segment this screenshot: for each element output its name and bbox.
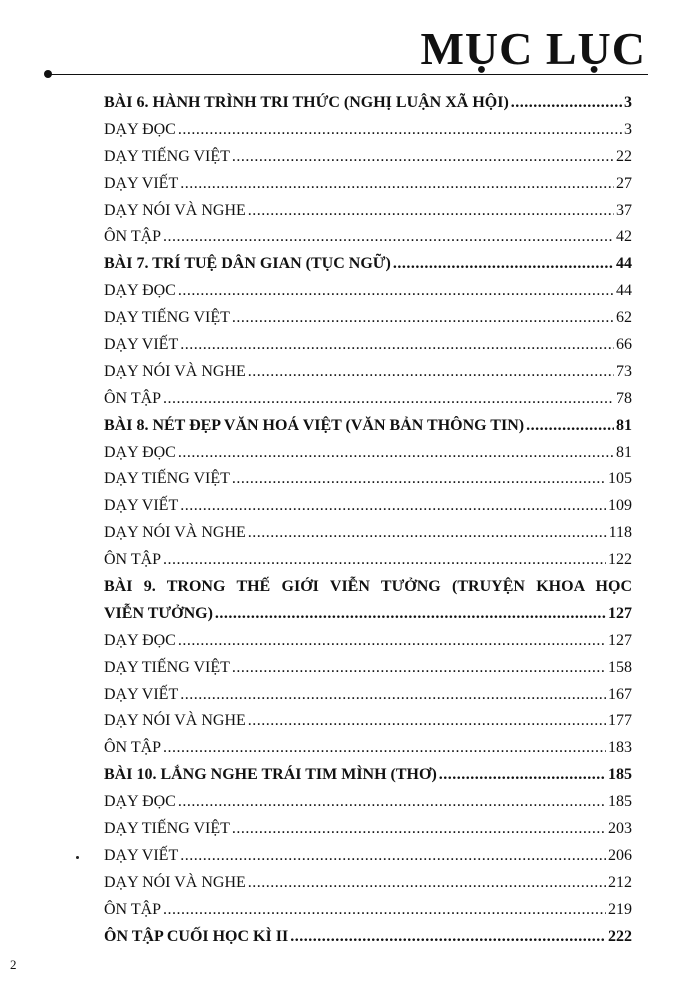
toc-chapter-entry [104, 94, 632, 121]
toc-section-entry [104, 874, 632, 901]
toc-entry-label: DẠY VIẾT [104, 846, 179, 864]
toc-entry-page-number: 203 [608, 820, 632, 838]
toc-section-entry [104, 175, 632, 202]
toc-dot-leader [178, 121, 622, 139]
toc-entry-page-number: 167 [608, 685, 632, 703]
toc-section-entry [104, 847, 632, 874]
toc-dot-leader [163, 390, 614, 408]
toc-section-entry [104, 309, 632, 336]
toc-entry-page-number: 3 [624, 120, 632, 138]
toc-dot-leader [232, 659, 606, 677]
toc-entry-page-number: 22 [616, 147, 632, 165]
toc-dot-leader [439, 766, 606, 784]
toc-section-entry [104, 282, 632, 309]
toc-section-entry [104, 524, 632, 551]
page-number: 2 [10, 957, 17, 972]
toc-entry-page-number: 42 [616, 228, 632, 246]
toc-entry-page-number: 185 [608, 793, 632, 811]
toc-entry-label: BÀI 8. NÉT ĐẸP VĂN HOÁ VIỆT (VĂN BẢN THÔNG TIN) [104, 416, 525, 434]
toc-entry-label: DẠY ĐỌC [104, 120, 176, 138]
toc-entry-page-number: 44 [616, 255, 632, 273]
toc-dot-leader [178, 444, 614, 462]
toc-entry-label: DẠY TIẾNG VIỆT [104, 470, 230, 488]
toc-entry-page-number: 81 [616, 443, 632, 461]
toc-dot-leader [393, 255, 614, 273]
toc-dot-leader [178, 282, 614, 300]
toc-section-entry [104, 632, 632, 659]
toc-entry-label: DẠY TIẾNG VIỆT [104, 309, 230, 327]
toc-entry-label: BÀI 9. TRONG THẾ GIỚI VIỄN TƯỞNG (TRUYỆN KHOA HỌC [104, 578, 632, 596]
toc-dot-leader [526, 417, 614, 435]
toc-entry-label: DẠY NÓI VÀ NGHE [104, 712, 246, 730]
toc-dot-leader [511, 94, 622, 112]
toc-entry-page-number: 62 [616, 309, 632, 327]
toc-dot-leader [248, 202, 614, 220]
toc-entry-label: DẠY NÓI VÀ NGHE [104, 873, 246, 891]
toc-entry-label: DẠY VIẾT [104, 336, 179, 354]
toc-entry-label: DẠY NÓI VÀ NGHE [104, 201, 246, 219]
toc-entry-label: DẠY ĐỌC [104, 793, 176, 811]
table-of-contents [104, 94, 632, 955]
toc-section-entry [104, 148, 632, 175]
toc-chapter-entry [104, 605, 632, 632]
toc-entry-page-number: 183 [608, 739, 632, 757]
toc-entry-label: VIỄN TƯỞNG) [104, 604, 213, 622]
toc-section-entry [104, 336, 632, 363]
toc-dot-leader [163, 901, 606, 919]
toc-entry-label: ÔN TẬP [104, 900, 162, 918]
toc-entry-page-number: 219 [608, 900, 632, 918]
toc-entry-page-number: 73 [616, 362, 632, 380]
toc-section-entry [104, 793, 632, 820]
toc-entry-page-number: 177 [608, 712, 632, 730]
toc-section-entry [104, 901, 632, 928]
toc-entry-label: DẠY ĐỌC [104, 282, 176, 300]
toc-entry-page-number: 122 [608, 551, 632, 569]
toc-section-entry [104, 659, 632, 686]
toc-entry-label: DẠY TIẾNG VIỆT [104, 820, 230, 838]
toc-dot-leader [163, 739, 606, 757]
toc-entry-label: DẠY NÓI VÀ NGHE [104, 524, 246, 542]
toc-dot-leader [248, 874, 606, 892]
toc-dot-leader [232, 470, 606, 488]
toc-entry-page-number: 44 [616, 282, 632, 300]
toc-entry-page-number: 37 [616, 201, 632, 219]
toc-dot-leader [248, 712, 606, 730]
stray-dot [76, 856, 79, 859]
toc-dot-leader [180, 336, 614, 354]
toc-section-entry [104, 497, 632, 524]
toc-chapter-entry [104, 766, 632, 793]
toc-entry-label: DẠY TIẾNG VIỆT [104, 147, 230, 165]
toc-section-entry [104, 739, 632, 766]
toc-section-entry [104, 363, 632, 390]
toc-section-entry [104, 121, 632, 148]
toc-entry-label: ÔN TẬP [104, 739, 162, 757]
toc-entry-label: DẠY NÓI VÀ NGHE [104, 362, 246, 380]
toc-chapter-entry [104, 928, 632, 955]
toc-entry-label: DẠY ĐỌC [104, 631, 176, 649]
toc-entry-page-number: 109 [608, 497, 632, 515]
toc-chapter-entry [104, 255, 632, 282]
toc-entry-page-number: 222 [608, 927, 632, 945]
toc-entry-page-number: 118 [608, 524, 632, 542]
toc-entry-page-number: 81 [616, 416, 632, 434]
toc-dot-leader [180, 686, 606, 704]
toc-dot-leader [180, 497, 606, 515]
toc-entry-page-number: 105 [608, 470, 632, 488]
toc-entry-label: BÀI 7. TRÍ TUỆ DÂN GIAN (TỤC NGỮ) [104, 255, 391, 273]
toc-section-entry [104, 444, 632, 471]
toc-chapter-entry [104, 417, 632, 444]
toc-entry-label: ÔN TẬP [104, 228, 162, 246]
toc-dot-leader [290, 928, 606, 946]
toc-entry-label: ÔN TẬP CUỐI HỌC KÌ II [104, 927, 289, 945]
toc-entry-label: DẠY VIẾT [104, 174, 179, 192]
toc-dot-leader [163, 551, 606, 569]
toc-section-entry [104, 228, 632, 255]
toc-entry-label: DẠY TIẾNG VIỆT [104, 658, 230, 676]
toc-dot-leader [248, 363, 614, 381]
toc-dot-leader [232, 309, 614, 327]
toc-entry-label: ÔN TẬP [104, 389, 162, 407]
toc-dot-leader [232, 820, 606, 838]
toc-dot-leader [215, 605, 606, 623]
toc-entry-label: ÔN TẬP [104, 551, 162, 569]
toc-entry-page-number: 206 [608, 846, 632, 864]
toc-entry-page-number: 78 [616, 389, 632, 407]
toc-entry-page-number: 66 [616, 336, 632, 354]
toc-entry-label: DẠY VIẾT [104, 685, 179, 703]
toc-dot-leader [248, 524, 607, 542]
toc-dot-leader [163, 228, 614, 246]
toc-dot-leader [178, 793, 606, 811]
toc-entry-label: BÀI 10. LẮNG NGHE TRÁI TIM MÌNH (THƠ) [104, 766, 437, 784]
toc-entry-page-number: 27 [616, 174, 632, 192]
toc-entry-page-number: 185 [608, 766, 632, 784]
toc-section-entry [104, 390, 632, 417]
toc-entry-label: BÀI 6. HÀNH TRÌNH TRI THỨC (NGHỊ LUẬN XÃ HỘI) [104, 94, 509, 111]
toc-section-entry [104, 202, 632, 229]
toc-entry-page-number: 212 [608, 873, 632, 891]
toc-dot-leader [180, 847, 606, 865]
toc-section-entry [104, 686, 632, 713]
toc-entry-page-number: 127 [608, 631, 632, 649]
page-title: MỤC LỤC [420, 23, 646, 74]
toc-section-entry [104, 820, 632, 847]
toc-dot-leader [178, 632, 606, 650]
toc-dot-leader [232, 148, 614, 166]
toc-entry-page-number: 127 [608, 604, 632, 622]
toc-entry-label: DẠY VIẾT [104, 497, 179, 515]
title-rule-dot [44, 70, 52, 78]
toc-section-entry [104, 470, 632, 497]
toc-section-entry [104, 551, 632, 578]
toc-entry-page-number: 3 [624, 94, 632, 111]
toc-entry-page-number: 158 [608, 658, 632, 676]
toc-entry-label: DẠY ĐỌC [104, 443, 176, 461]
toc-chapter-entry [104, 578, 632, 605]
toc-dot-leader [180, 175, 614, 193]
title-rule [48, 74, 648, 75]
toc-section-entry [104, 712, 632, 739]
